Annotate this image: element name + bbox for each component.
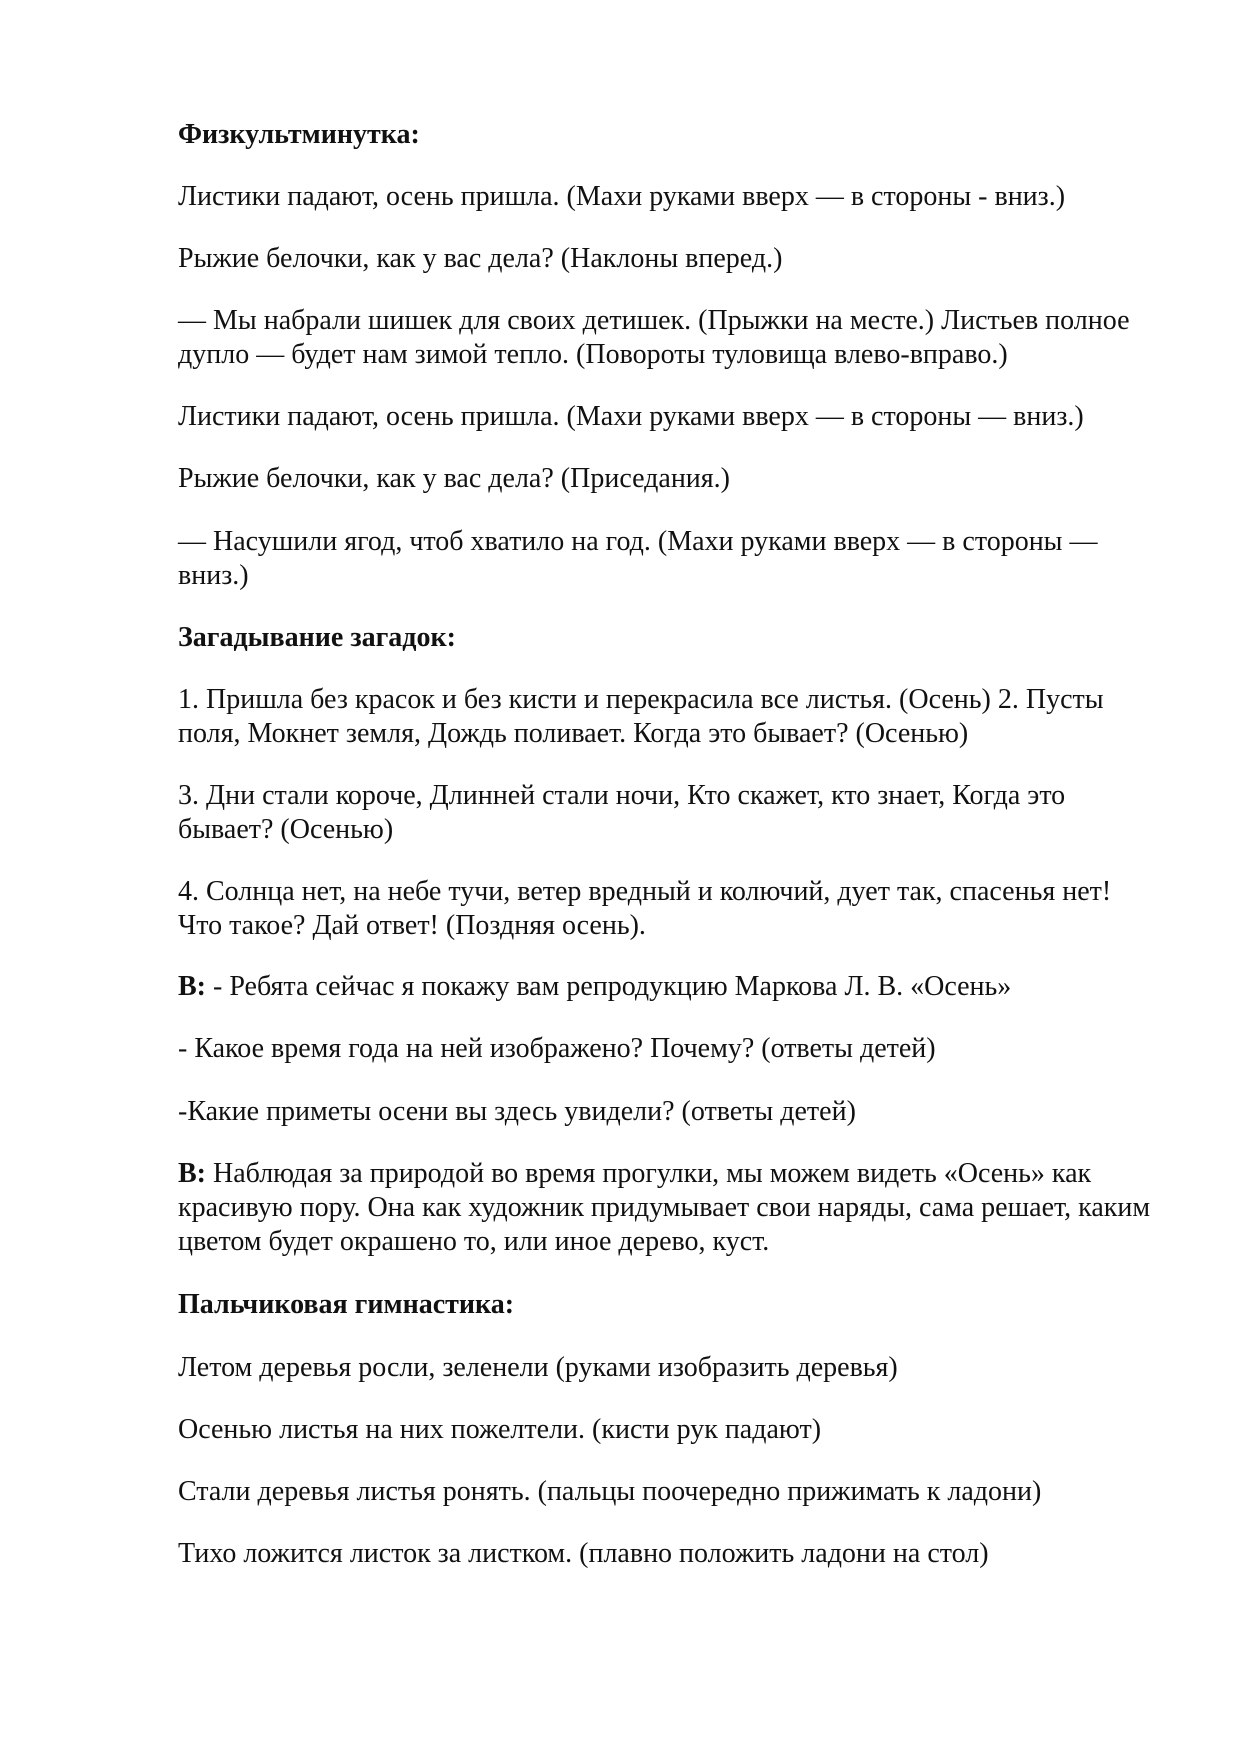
- riddle-1-2: 1. Пришла без красок и без кисти и перекрасила все листья. (Осень) 2. Пусты поля, Мокнет земля, Дождь поливает. Когда это бывает? (Осенью): [178, 684, 1104, 749]
- finger-line-3: Стали деревья листья ронять. (пальцы поочередно прижимать к ладони): [178, 1476, 1042, 1507]
- riddle-4: 4. Солнца нет, на небе тучи, ветер вредный и колючий, дует так, спасенья нет! Что такое? Дай ответ! (Поздняя осень).: [178, 876, 1112, 941]
- question-1: - Какое время года на ней изображено? Почему? (ответы детей): [178, 1033, 936, 1064]
- teacher-label: В:: [178, 971, 206, 1002]
- fizkult-line-1: Листики падают, осень пришла. (Махи руками вверх — в стороны - вниз.): [178, 181, 1066, 212]
- finger-line-2: Осенью листья на них пожелтели. (кисти рук падают): [178, 1414, 822, 1445]
- heading-finger-gymnastics: Пальчиковая гимнастика:: [178, 1289, 515, 1320]
- teacher-line-2-text: Наблюдая за природой во время прогулки, мы можем видеть «Осень» как красивую пору. Она как художник придумывает свои наряды, сама решает, каким цветом будет окрашено то, или иное дерево, куст.: [178, 1158, 1151, 1257]
- teacher-label: В:: [178, 1158, 206, 1189]
- heading-fizkultminutka: Физкультминутка:: [178, 119, 420, 150]
- teacher-line-1-text: - Ребята сейчас я покажу вам репродукцию Маркова Л. В. «Осень»: [206, 971, 1012, 1002]
- heading-riddles: Загадывание загадок:: [178, 622, 456, 653]
- teacher-line-2: [178, 1157, 1158, 1259]
- teacher-line-1: [178, 970, 1158, 1004]
- finger-line-1: Летом деревья росли, зеленели (руками изобразить деревья): [178, 1352, 898, 1383]
- fizkult-line-5: Рыжие белочки, как у вас дела? (Приседания.): [178, 463, 730, 494]
- finger-line-4: Тихо ложится листок за листком. (плавно положить ладони на стол): [178, 1538, 989, 1569]
- fizkult-line-6: — Насушили ягод, чтоб хватило на год. (Махи руками вверх — в стороны — вниз.): [178, 526, 1098, 591]
- question-2: -Какие приметы осени вы здесь увидели? (ответы детей): [178, 1096, 856, 1127]
- riddle-3: 3. Дни стали короче, Длинней стали ночи, Кто скажет, кто знает, Когда это бывает? (Осенью): [178, 780, 1066, 845]
- fizkult-line-4: Листики падают, осень пришла. (Махи руками вверх — в стороны — вниз.): [178, 401, 1084, 432]
- fizkult-line-2: Рыжие белочки, как у вас дела? (Наклоны вперед.): [178, 243, 783, 274]
- fizkult-line-3: — Мы набрали шишек для своих детишек. (Прыжки на месте.) Листьев полное дупло — будет нам зимой тепло. (Повороты туловища влево-вправо.): [178, 305, 1130, 370]
